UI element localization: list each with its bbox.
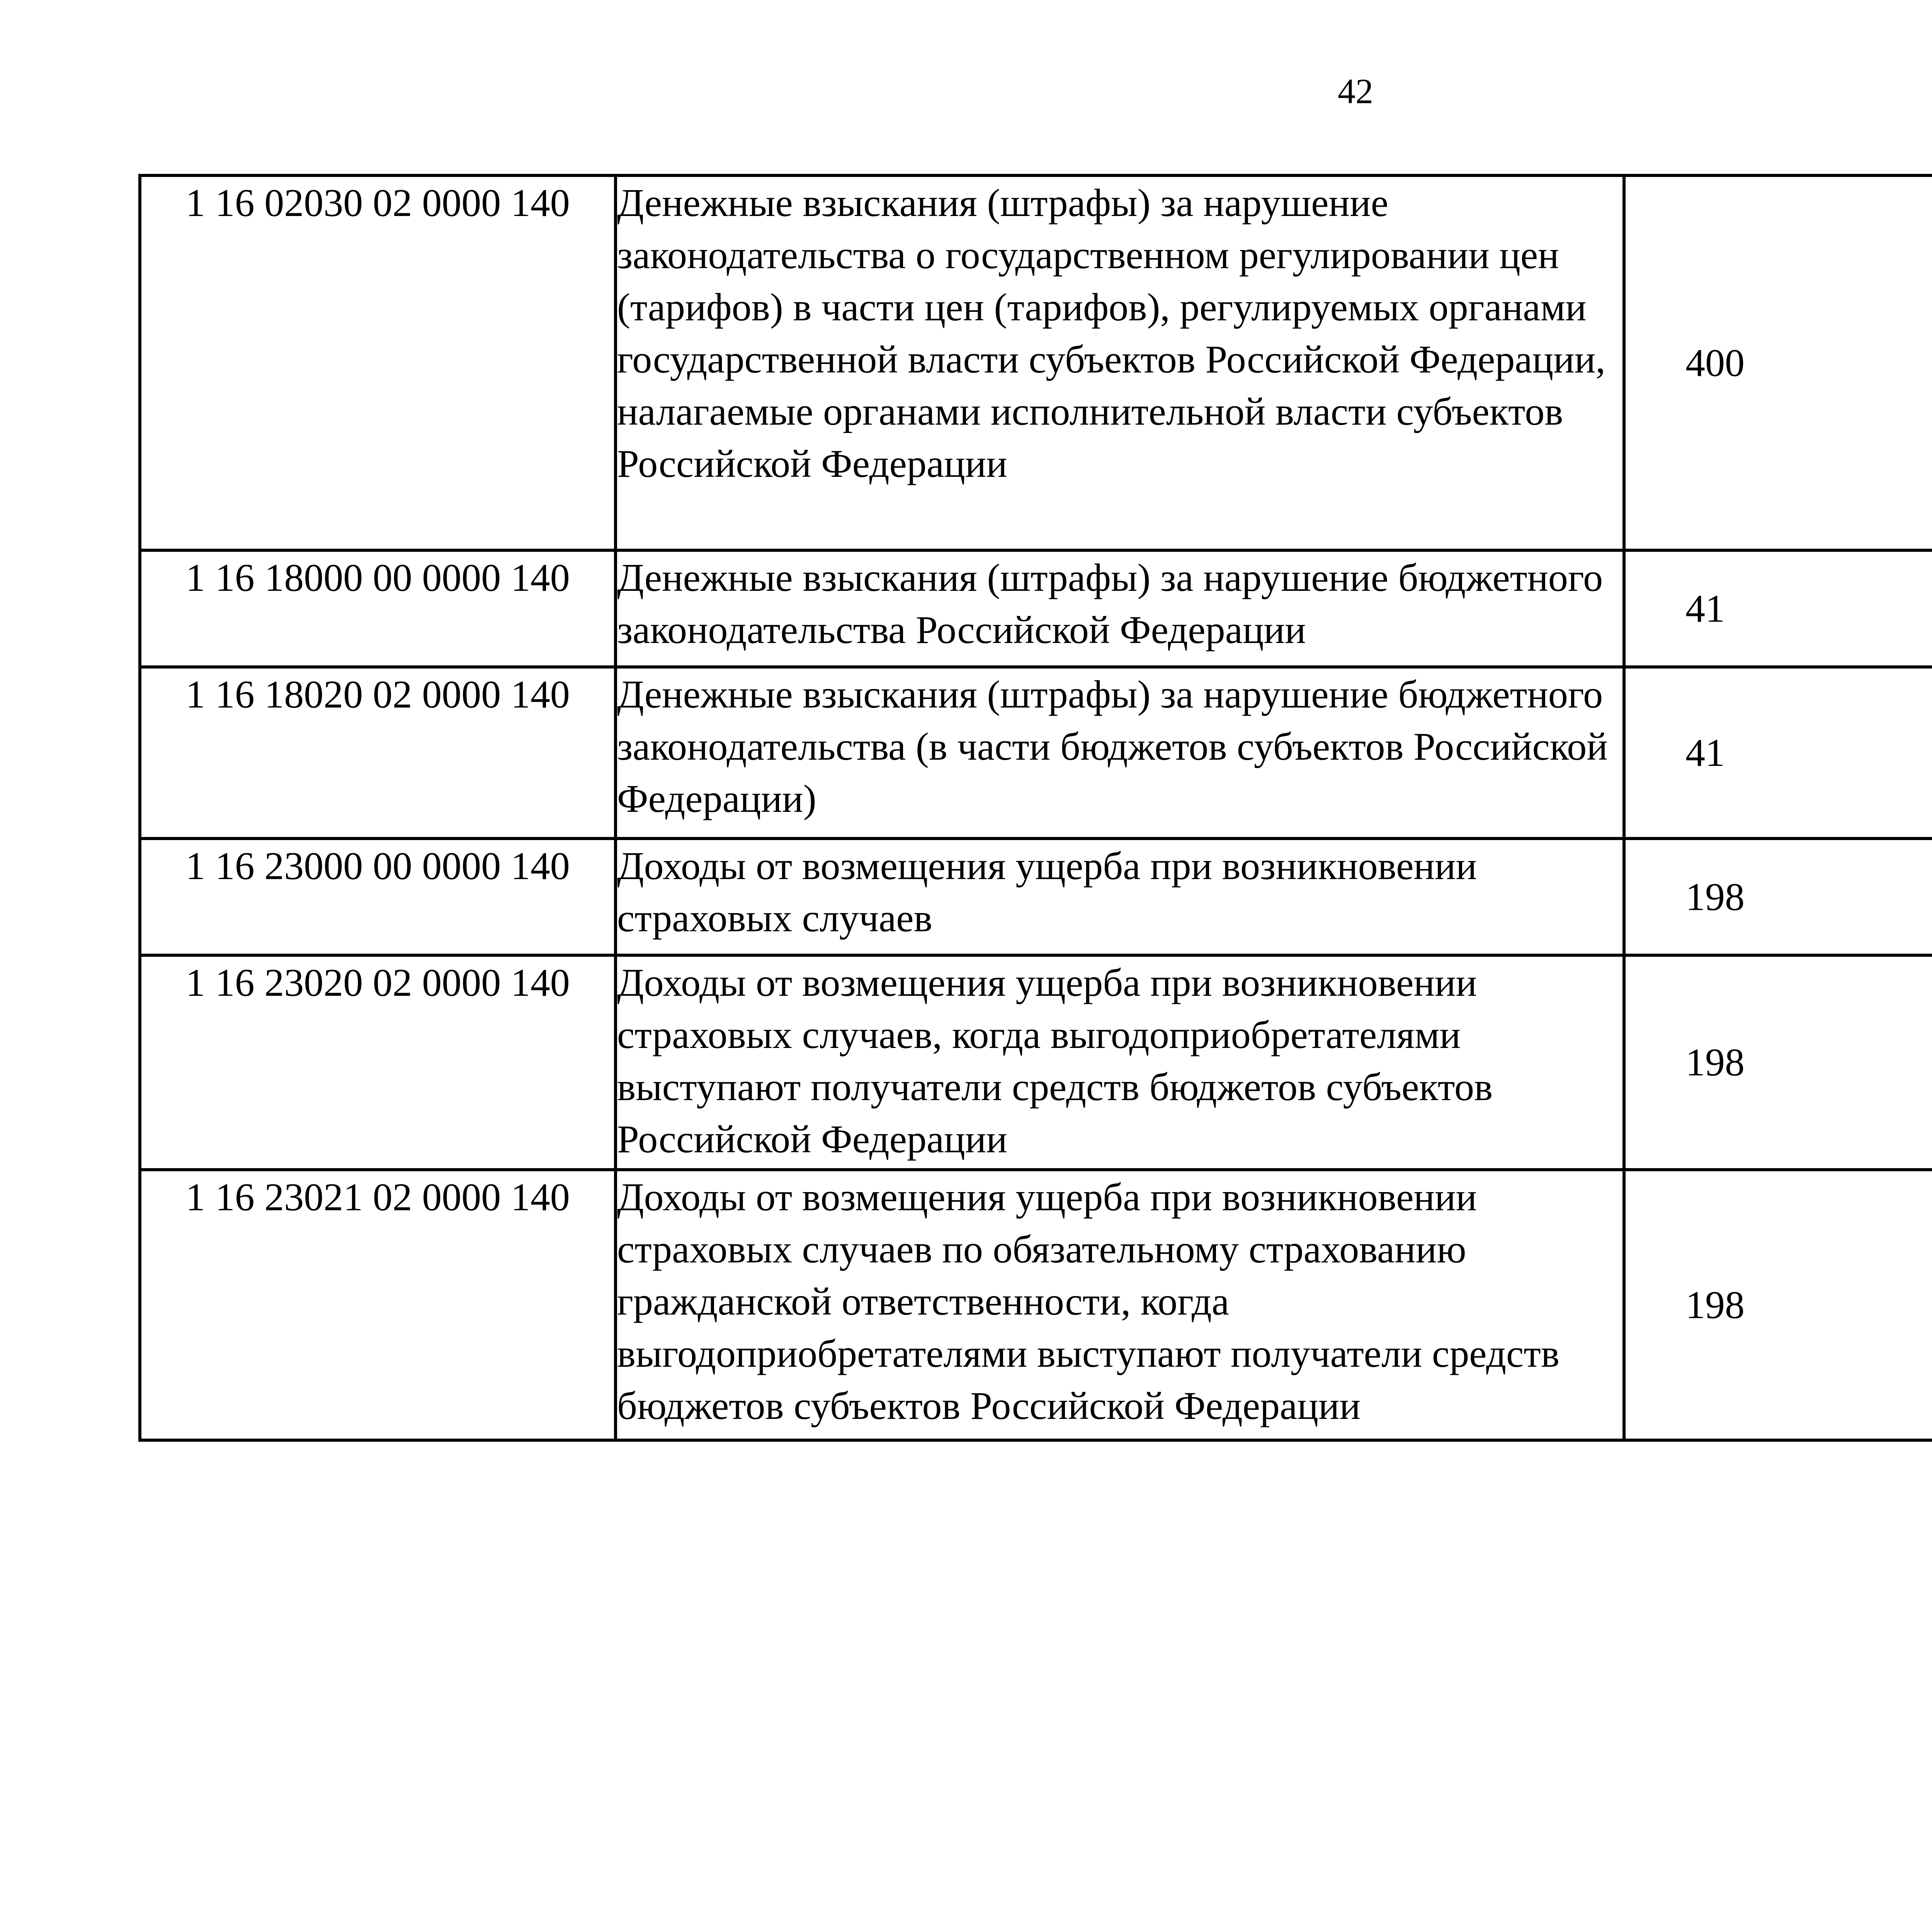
value-column-1: 41 (1624, 550, 1932, 667)
table-row (140, 955, 1932, 1170)
table-row (140, 839, 1932, 955)
revenue-code: 1 16 23020 02 0000 140 (140, 955, 616, 1170)
budget-revenue-table (138, 174, 1932, 1442)
value-column-1: 400 (1624, 175, 1932, 550)
value-column-1: 198 (1624, 955, 1932, 1170)
revenue-code: 1 16 02030 02 0000 140 (140, 175, 616, 550)
revenue-description: Денежные взыскания (штрафы) за нарушение бюджетного законодательства (в части бюджетов субъектов Российской Федерации) (616, 667, 1624, 839)
revenue-code: 1 16 23000 00 0000 140 (140, 839, 616, 955)
revenue-code: 1 16 18000 00 0000 140 (140, 550, 616, 667)
revenue-description: Денежные взыскания (штрафы) за нарушение бюджетного законодательства Российской Федерации (616, 550, 1624, 667)
revenue-description: Доходы от возмещения ущерба при возникновении страховых случаев, когда выгодоприобретателями выступают получатели средств бюджетов субъектов Российской Федерации (616, 955, 1624, 1170)
value-column-1: 198 (1624, 1170, 1932, 1440)
revenue-code: 1 16 18020 02 0000 140 (140, 667, 616, 839)
page-number: 42 (1338, 71, 1373, 111)
revenue-code: 1 16 23021 02 0000 140 (140, 1170, 616, 1440)
revenue-description: Доходы от возмещения ущерба при возникновении страховых случаев (616, 839, 1624, 955)
table-row (140, 175, 1932, 550)
table-row (140, 667, 1932, 839)
table-row (140, 1170, 1932, 1440)
value-column-1: 41 (1624, 667, 1932, 839)
value-column-1: 198 (1624, 839, 1932, 955)
revenue-description: Денежные взыскания (штрафы) за нарушение законодательства о государственном регулировании цен (тарифов) в части цен (тарифов), регулируемых органами государственной власти субъектов Российской Федерации, налагаемые органами исполнительной власти субъектов Российской Федерации (616, 175, 1624, 550)
table-row (140, 550, 1932, 667)
revenue-description: Доходы от возмещения ущерба при возникновении страховых случаев по обязательному страхованию гражданской ответственности, когда выгодоприобретателями выступают получатели средств бюджетов субъектов Российской Федерации (616, 1170, 1624, 1440)
